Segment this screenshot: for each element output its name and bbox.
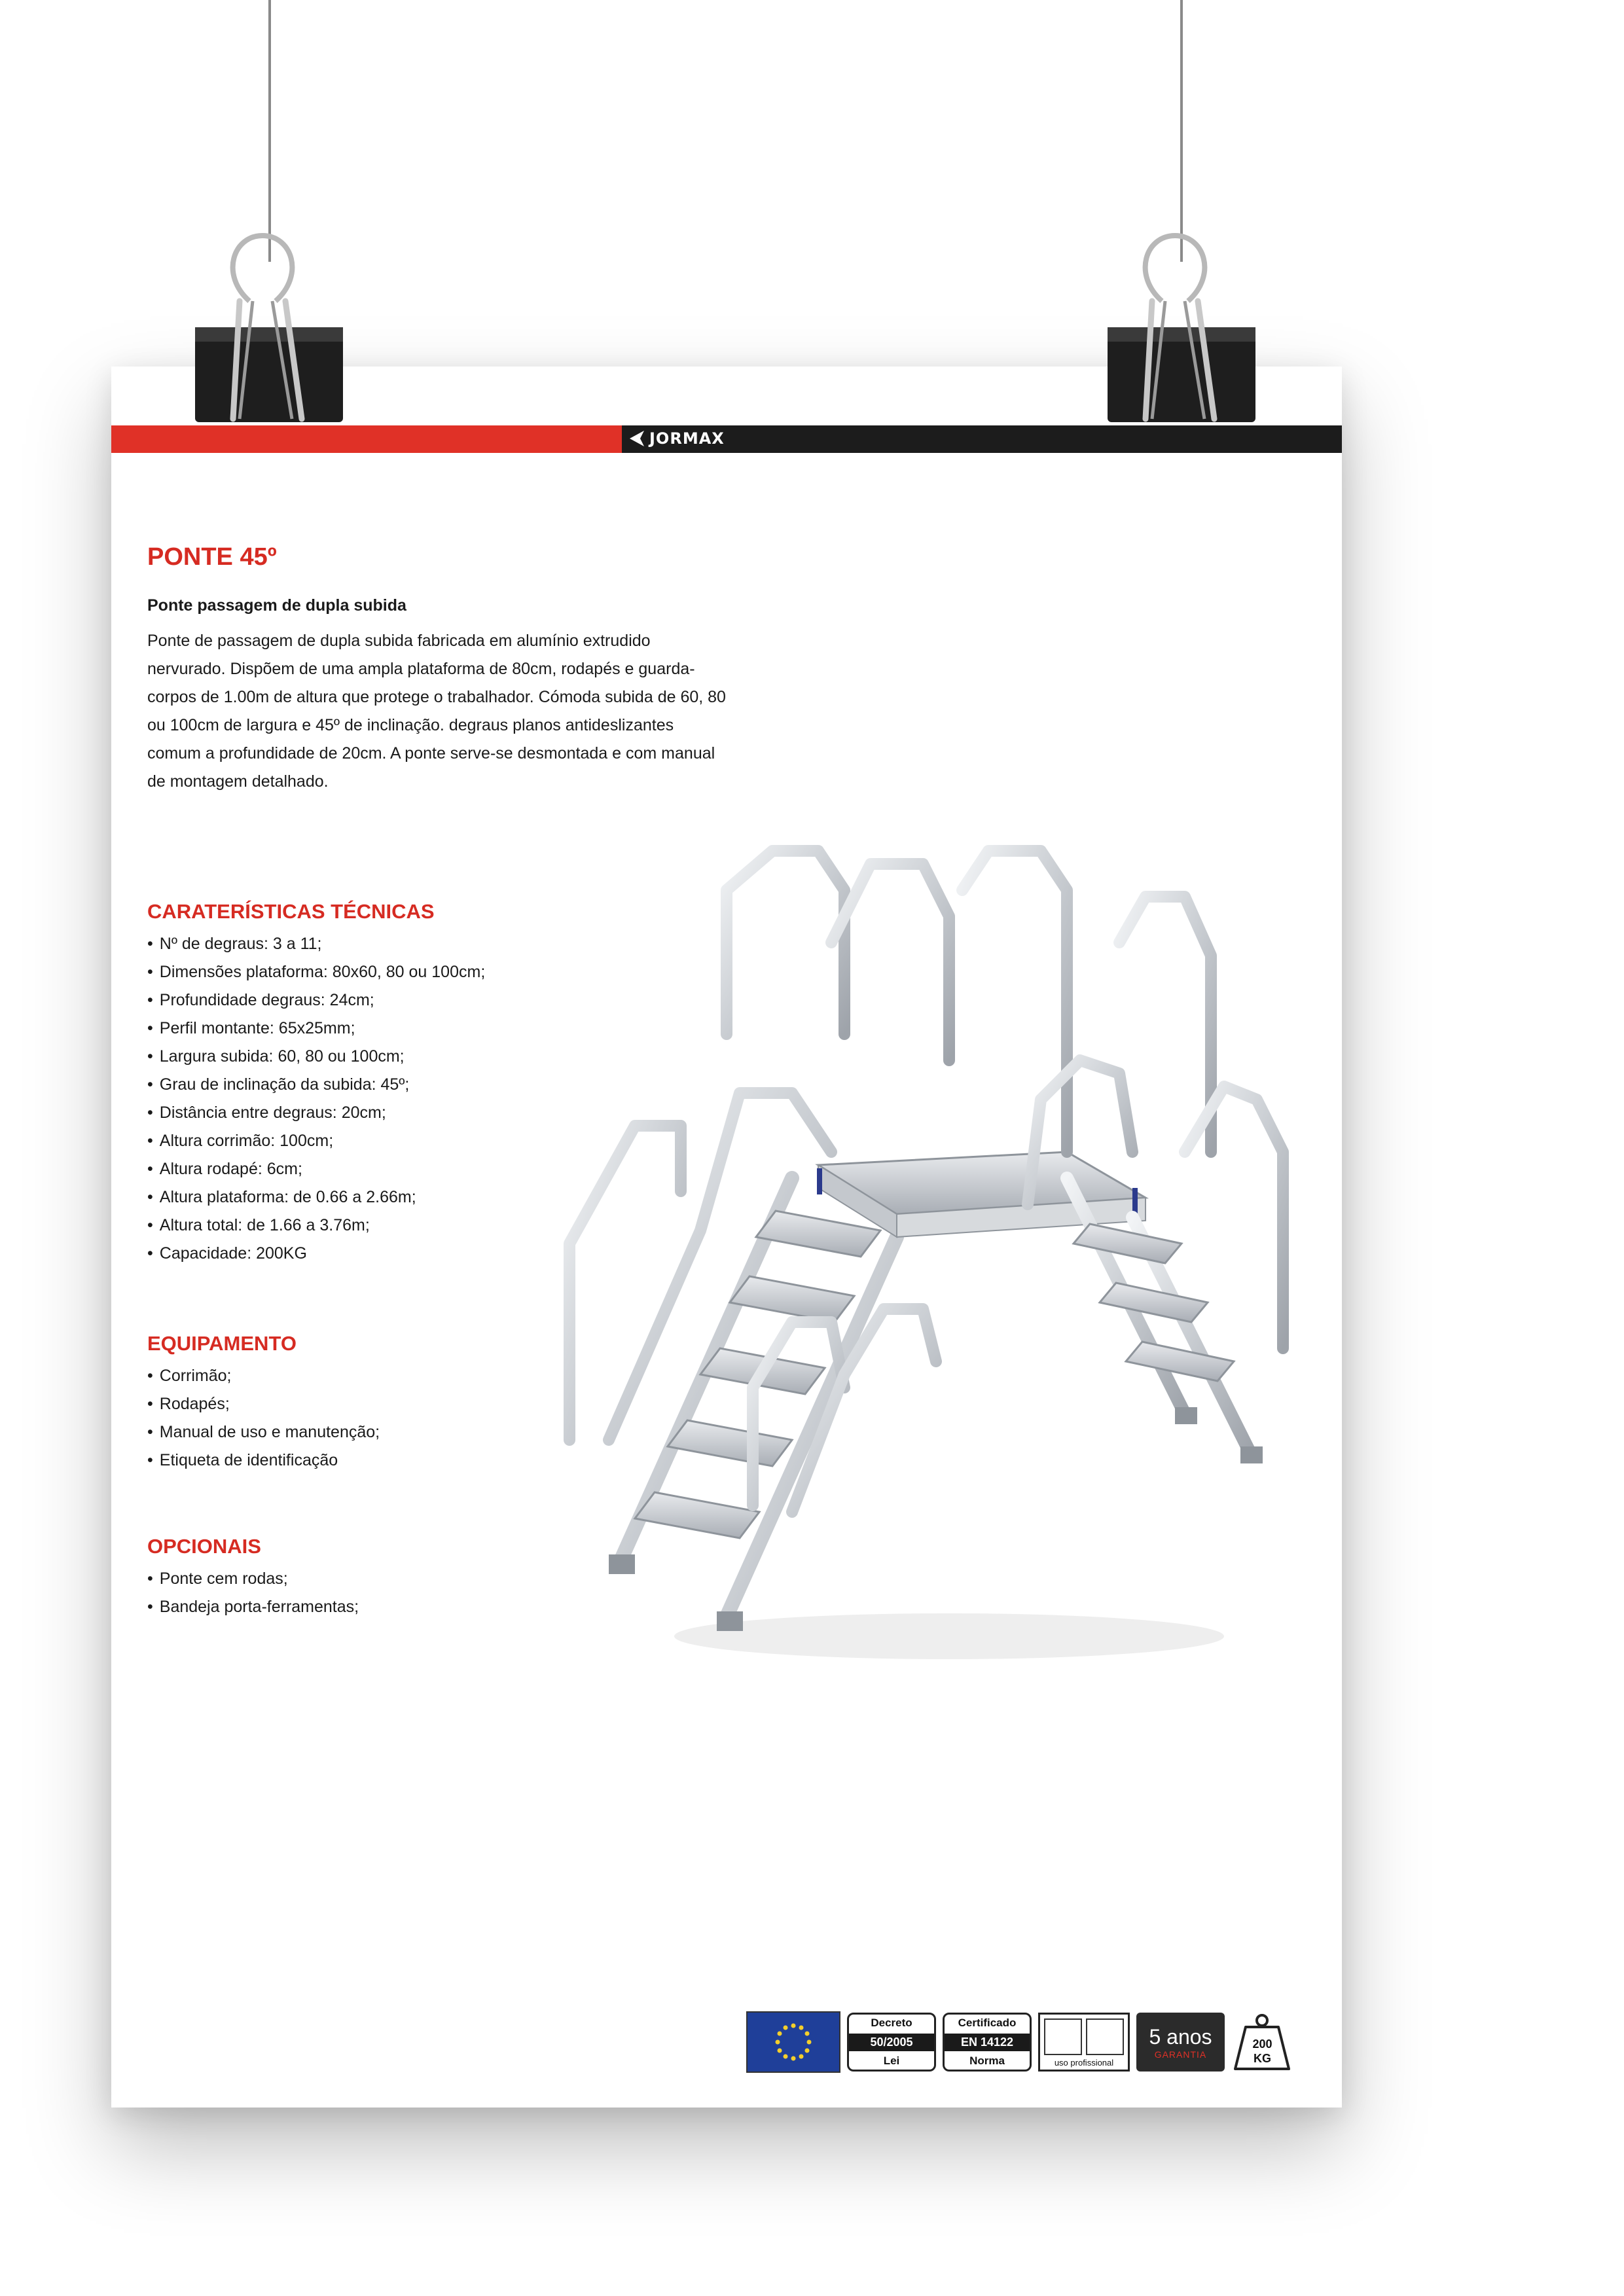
list-item: • Rodapés; [147,1390,736,1418]
list-item: • Nº de degraus: 3 a 11; [147,930,736,958]
list-item: • Largura subida: 60, 80 ou 100cm; [147,1043,736,1071]
certification-badges [746,2009,1296,2075]
list-item: • Dimensões plataforma: 80x60, 80 ou 100cm; [147,958,736,986]
brand-logo [628,429,725,448]
warranty-years: 5 anos [1149,2024,1212,2049]
header-band [111,425,1342,453]
decree-badge-number: 50/2005 [849,2034,934,2051]
list-item: • Capacidade: 200KG [147,1240,736,1268]
brand-name: JORMAX [649,429,725,448]
certified-badge-norm: EN 14122 [945,2034,1030,2051]
list-item: • Altura plataforma: de 0.66 a 2.66m; [147,1183,736,1211]
bridge-product-image [556,785,1309,1689]
equipment-heading: EQUIPAMENTO [147,1332,297,1355]
weight-unit: KG [1254,2051,1271,2065]
list-item: • Altura total: de 1.66 a 3.76m; [147,1211,736,1240]
list-item: • Etiqueta de identificação [147,1446,736,1475]
hand-check-icon [1086,2018,1124,2055]
decree-badge-bottom: Lei [883,2054,900,2067]
list-item: • Manual de uso e manutenção; [147,1418,736,1446]
professional-use-label: uso profissional [1054,2058,1114,2068]
product-subtitle: Ponte passagem de dupla subida [147,596,406,615]
intro-block [147,543,736,796]
binder-clip-left-icon [194,229,344,425]
poster-page [111,367,1342,2108]
hanging-string-left [268,0,271,262]
warranty-badge [1136,2013,1225,2072]
brand-mark-icon [628,429,645,448]
professional-use-icons [1044,2018,1124,2055]
product-description: Ponte de passagem de dupla subida fabricada em alumínio extrudido nervurado. Dispõem de uma ampla plataforma de 80cm, rodapés e guarda-corpos de 1.00m de altura que protege o trabalhador. Cómoda subida de 60, 80 ou 100cm de largura e 45º de inclinação. degraus planos antideslizantes comum a profundidade de 20cm. A ponte serve-se desmontada e com manual de montagem detalhado. [147,632,726,791]
worker-ladder-icon [1044,2018,1082,2055]
certified-badge-top: Certificado [958,2017,1017,2029]
list-item: • Corrimão; [147,1362,736,1390]
professional-use-badge [1038,2013,1130,2072]
list-item: • Profundidade degraus: 24cm; [147,986,736,1014]
certified-badge-bottom: Norma [969,2054,1005,2067]
weight-value: 200 [1252,2037,1272,2051]
weight-capacity-icon [1231,2011,1293,2073]
certified-badge [943,2013,1032,2072]
header-band-black [622,425,1342,453]
specs-heading: CARATERÍSTICAS TÉCNICAS [147,900,435,923]
decree-badge-top: Decreto [871,2017,912,2029]
list-item: • Altura rodapé: 6cm; [147,1155,736,1183]
decree-badge [847,2013,936,2072]
product-title: PONTE 45º [147,543,277,571]
hanging-string-right [1180,0,1183,262]
eu-flag-icon [746,2011,840,2073]
list-item: • Altura corrimão: 100cm; [147,1127,736,1155]
list-item: • Ponte cem rodas; [147,1565,736,1593]
warranty-label: GARANTIA [1154,2049,1207,2060]
list-item: • Bandeja porta-ferramentas; [147,1593,736,1621]
list-item: • Distância entre degraus: 20cm; [147,1099,736,1127]
list-item: • Perfil montante: 65x25mm; [147,1014,736,1043]
list-item: • Grau de inclinação da subida: 45º; [147,1071,736,1099]
binder-clip-right-icon [1106,229,1257,425]
header-band-red [111,425,622,453]
optional-heading: OPCIONAIS [147,1535,261,1558]
